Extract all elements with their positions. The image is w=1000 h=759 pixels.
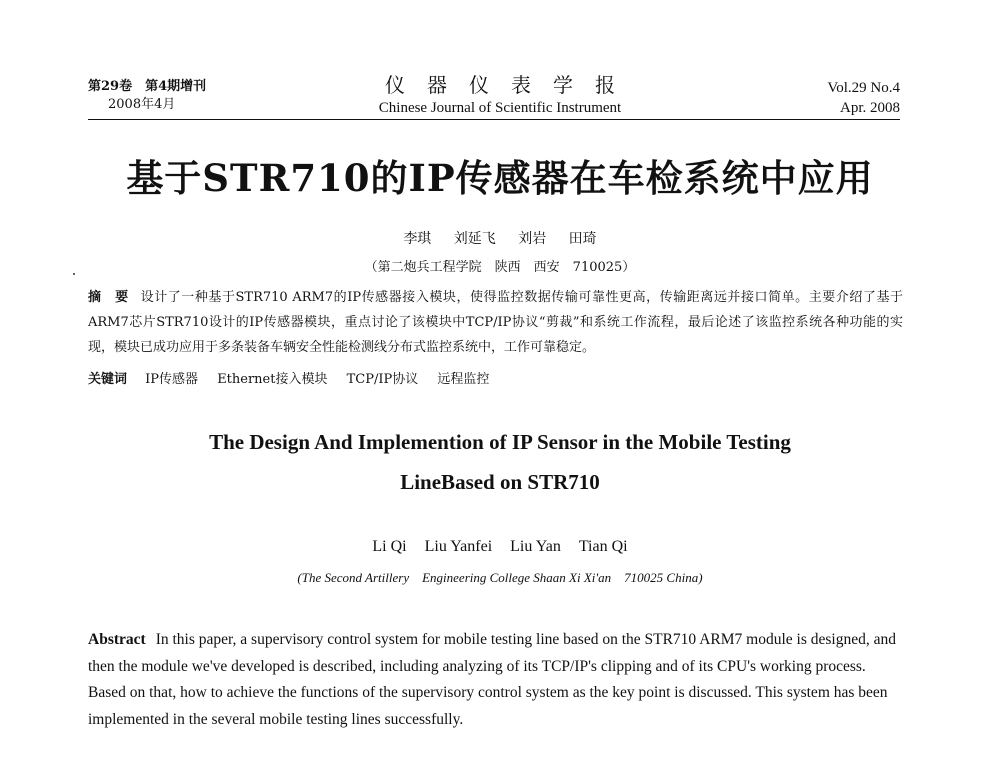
abstract-en-text: In this paper, a supervisory control system for mobile testing line based on the STR710 ARM7 module is designed, and then the module we've developed is described, including analyzing of its TCP/IP's clipping and of its CPU's working process. Based on that, how to achieve the functions of the supervisory control system as the key point is discussed. This system has been implemented in the several mobile testing lines successfully.	[88, 631, 896, 728]
author-en: Liu Yanfei	[424, 538, 493, 555]
keywords-cn-label: 关键词	[88, 372, 128, 387]
title-cn: 基于STR710的IP传感器在车检系统中应用	[126, 156, 874, 200]
journal-name-en: Chinese Journal of Scientific Instrument	[378, 100, 622, 116]
header-center	[330, 72, 670, 118]
journal-name-cn: 仪器仪表学报	[385, 73, 637, 97]
author-en: Tian Qi	[578, 538, 628, 555]
author-en: Li Qi	[372, 538, 407, 555]
volume-en: Vol.29 No.4	[827, 80, 900, 96]
date-en: Apr. 2008	[840, 100, 900, 116]
keyword-cn: IP传感器	[145, 372, 199, 387]
keywords-cn	[88, 367, 504, 392]
abstract-en	[88, 627, 900, 733]
title-en	[0, 422, 1000, 502]
keyword-cn: 远程监控	[437, 372, 490, 387]
scan-speck	[73, 273, 75, 275]
author-en: Liu Yan	[510, 538, 561, 555]
abstract-cn-label: 摘 要	[88, 290, 129, 305]
title-en-line1: The Design And Implemention of IP Sensor in the Mobile Testing	[209, 430, 791, 454]
header-right	[827, 78, 900, 118]
title-en-line2: LineBased on STR710	[400, 470, 600, 494]
header-rule	[88, 119, 900, 120]
date-cn: 2008年4月	[108, 97, 176, 112]
affiliation-en: (The Second Artillery Engineering College Shaan Xi Xi'an 710025 China)	[297, 570, 703, 585]
abstract-cn	[88, 285, 903, 360]
author-cn: 刘延飞	[453, 231, 496, 247]
header-left	[88, 78, 206, 114]
volume-issue-cn: 第29卷 第4期增刊	[88, 79, 207, 94]
author-cn: 李琪	[403, 231, 432, 247]
author-cn: 刘岩	[518, 231, 547, 247]
abstract-cn-text: 设计了一种基于STR710 ARM7的IP传感器接入模块，使得监控数据传输可靠性更高，传输距离远并接口简单。主要介绍了基于ARM7芯片STR710设计的IP传感器模块，重点讨论了该模块中TCP/IP协议“剪裁”和系统工作流程，最后论述了该监控系统各种功能的实现，模块已成功应用于多条装备车辆安全性能检测线分布式监控系统中，工作可靠稳定。	[88, 290, 903, 355]
abstract-en-label: Abstract	[88, 631, 146, 648]
author-cn: 田琦	[568, 231, 597, 247]
authors-en	[0, 538, 1000, 556]
keyword-cn: Ethernet接入模块	[217, 372, 328, 387]
affiliation-cn: （第二炮兵工程学院 陕西 西安 710025）	[364, 260, 636, 275]
authors-cn	[0, 228, 1000, 248]
keyword-cn: TCP/IP协议	[346, 372, 419, 387]
